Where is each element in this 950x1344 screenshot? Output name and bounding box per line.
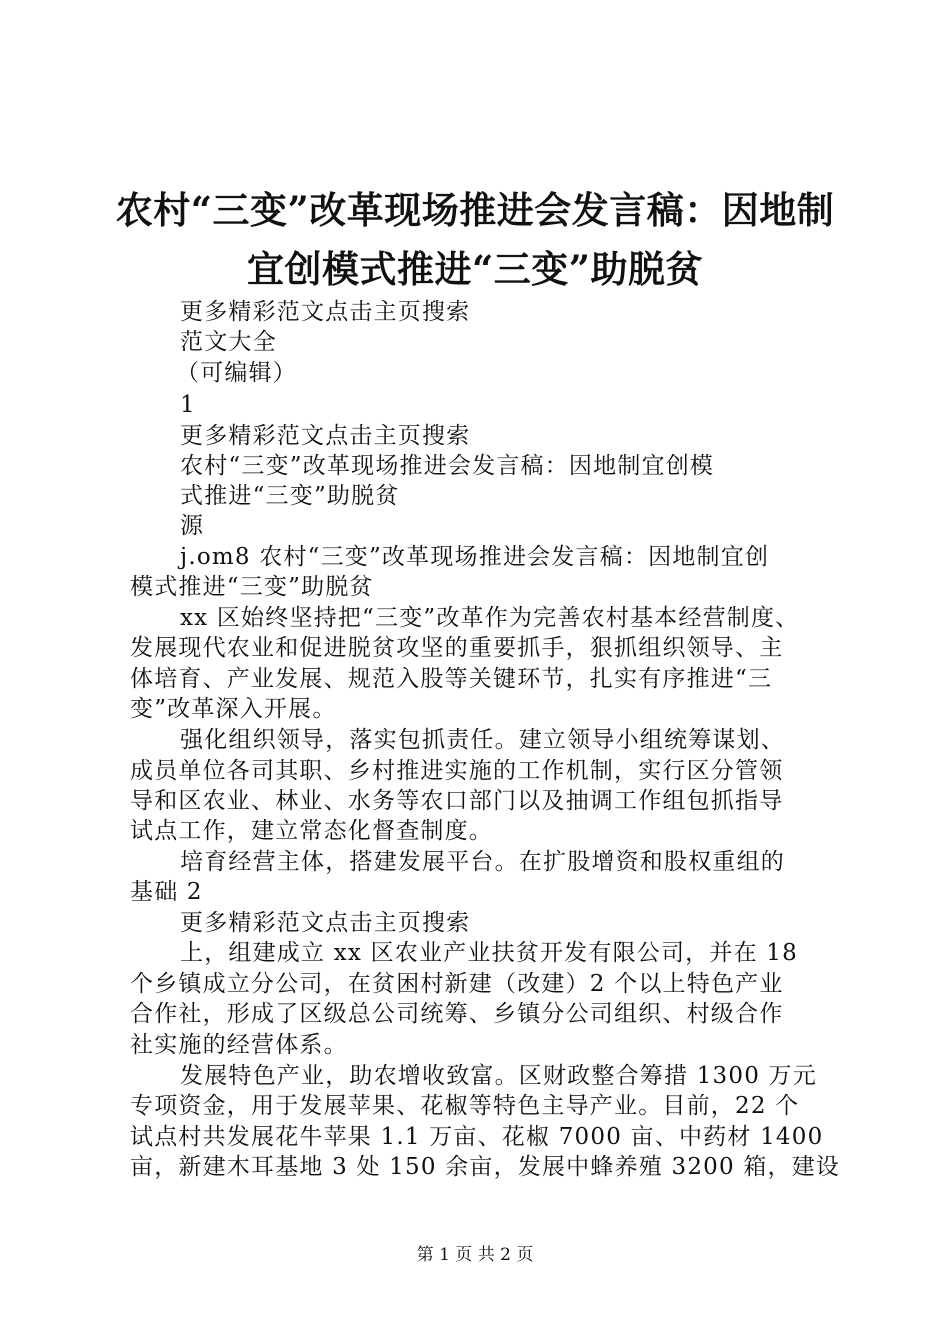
text-line: 1 <box>180 392 196 418</box>
text-line: 基础 2 <box>130 879 203 905</box>
text-line: 式推进“三变”助脱贫 <box>180 483 400 509</box>
text-line: 体培育、产业发展、规范入股等关键环节，扎实有序推进“三 <box>130 666 773 692</box>
text-line: 源 <box>180 513 205 539</box>
text-line: 社实施的经营体系。 <box>130 1032 348 1058</box>
text-line: 试点村共发展花牛苹果 1.1 万亩、花椒 7000 亩、中药材 1400 <box>130 1124 824 1150</box>
text-line: 导和区农业、林业、水务等农口部门以及抽调工作组包抓指导 <box>130 788 784 814</box>
text-line: 专项资金，用于发展苹果、花椒等特色主导产业。目前，22 个 <box>130 1093 800 1119</box>
text-line: j.om8 农村“三变”改革现场推进会发言稿：因地制宜创 <box>180 544 770 570</box>
text-line: 亩，新建木耳基地 3 处 150 余亩，发展中蜂养殖 3200 箱，建设 <box>130 1154 841 1180</box>
text-line: 合作社，形成了区级总公司统筹、乡镇分公司组织、村级合作 <box>130 1001 784 1027</box>
text-line: 试点工作，建立常态化督查制度。 <box>130 818 493 844</box>
text-line: 成员单位各司其职、乡村推进实施的工作机制，实行区分管领 <box>130 758 784 784</box>
text-line: 农村“三变”改革现场推进会发言稿：因地制宜创模 <box>180 453 715 479</box>
text-line: 上，组建成立 xx 区农业产业扶贫开发有限公司，并在 18 <box>180 940 798 966</box>
text-line: 范文大全 <box>180 329 277 355</box>
text-line: 更多精彩范文点击主页搜索 <box>180 910 471 936</box>
text-line: xx 区始终坚持把“三变”改革作为完善农村基本经营制度、 <box>180 605 800 631</box>
text-line: 培育经营主体，搭建发展平台。在扩股增资和股权重组的 <box>180 849 785 875</box>
text-line: 更多精彩范文点击主页搜索 <box>180 299 471 325</box>
text-line: 更多精彩范文点击主页搜索 <box>180 423 471 449</box>
text-line: 变”改革深入开展。 <box>130 696 337 722</box>
document-title-line-1: 农村“三变”改革现场推进会发言稿：因地制 <box>115 188 835 232</box>
text-line: 个乡镇成立分公司，在贫困村新建（改建）2 个以上特色产业 <box>130 971 784 997</box>
text-line: 发展特色产业，助农增收致富。区财政整合筹措 1300 万元 <box>180 1063 817 1089</box>
text-line: （可编辑） <box>176 360 297 386</box>
text-line: 强化组织领导，落实包抓责任。建立领导小组统筹谋划、 <box>180 727 785 753</box>
page-footer: 第 1 页 共 2 页 <box>416 1245 534 1265</box>
text-line: 模式推进“三变”助脱贫 <box>130 574 374 600</box>
document-title-line-2: 宜创模式推进“三变”助脱贫 <box>246 247 704 291</box>
text-line: 发展现代农业和促进脱贫攻坚的重要抓手，狠抓组织领导、主 <box>130 635 784 661</box>
